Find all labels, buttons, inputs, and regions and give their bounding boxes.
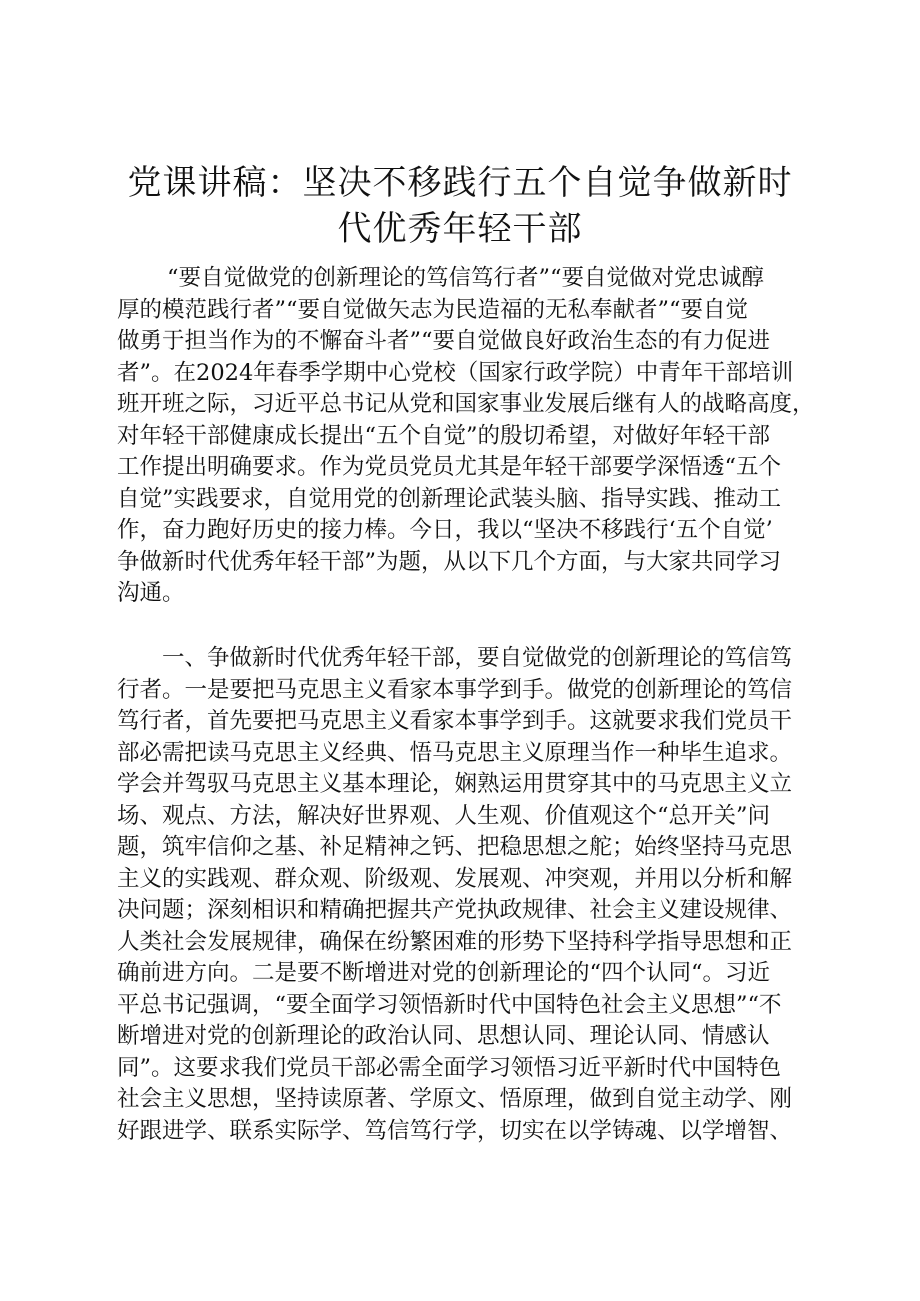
paragraph-line: 作，奋力跑好历史的接力棒。今日，我以“坚决不移践行‘五个自觉’ — [117, 517, 773, 543]
paragraph-line: 人类社会发展规律，确保在纷繁困难的形势下坚持科学指导思想和正 — [117, 928, 793, 955]
paragraph-line: 自觉”实践要求，自觉用党的创新理论武装头脑、指导实践、推动工 — [117, 485, 782, 512]
paragraph-line: 争做新时代优秀年轻干部”为题，从以下几个方面，与大家共同学习 — [117, 548, 782, 575]
paragraph-line: 确前进方向。二是要不断增进对党的创新理论的“四个认同“。习近 — [117, 960, 771, 986]
paragraph-line: 平总书记强调，“要全面学习领悟新时代中国特色社会主义思想”“不 — [117, 991, 782, 1018]
paragraph-line: 者”。在2024年春季学期中心党校（国家行政学院）中青年干部培训 — [117, 359, 794, 386]
paragraph-line: 主义的实践观、群众观、阶级观、发展观、冲突观，并用以分析和解 — [117, 865, 793, 892]
paragraph-section-one — [117, 643, 837, 1147]
paragraph-line: 场、观点、方法，解决好世界观、人生观、价值观这个“总开关”问 — [117, 802, 771, 829]
paragraph-line: 断增进对党的创新理论的政治认同、思想认同、理论认同、情感认 — [117, 1023, 770, 1049]
paragraph-line: 决问题；深刻相识和精确把握共产党执政规律、社会主义建设规律、 — [117, 897, 793, 923]
paragraph-line: 班开班之际，习近平总书记从党和国家事业发展后继有人的战略高度， — [117, 391, 815, 417]
paragraph-line: 行者。一是要把马克思主义看家本事学到手。做党的创新理论的笃信 — [117, 676, 793, 703]
paragraph-line: 工作提出明确要求。作为党员党员尤其是年轻干部要学深悟透“五个 — [117, 454, 782, 480]
paragraph-line: 对年轻干部健康成长提出“五个自觉”的殷切希望，对做好年轻干部 — [117, 422, 771, 449]
paragraph-intro — [117, 263, 837, 610]
paragraph-line: 学会并驾驭马克思主义基本理论，娴熟运用贯穿其中的马克思主义立 — [117, 771, 793, 797]
paragraph-line: 做勇于担当作为的不懈奋斗者”“要自觉做良好政治生态的有力促进 — [117, 328, 771, 354]
paragraph-line: 社会主义思想，坚持读原著、学原文、悟原理，做到自觉主动学、刚 — [117, 1086, 793, 1112]
section-heading-line: 一、争做新时代优秀年轻干部，要自觉做党的创新理论的笃信笃 — [162, 645, 793, 671]
document-title — [108, 160, 812, 252]
paragraph-line: 沟通。 — [117, 580, 185, 606]
paragraph-line: 好跟进学、联系实际学、笃信笃行学，切实在以学铸魂、以学增智、 — [117, 1117, 793, 1144]
title-line-2: 代优秀年轻干部 — [337, 209, 583, 249]
paragraph-line: 题，筑牢信仰之基、补足精神之钙、把稳思想之舵；始终坚持马克思 — [117, 834, 793, 860]
title-line-1: 党课讲稿：坚决不移践行五个自觉争做新时 — [127, 163, 793, 203]
paragraph-line: 笃行者，首先要把马克思主义看家本事学到手。这就要求我们党员干 — [117, 708, 793, 734]
paragraph-line: “要自觉做党的创新理论的笃信笃行者”“要自觉做对党忠诚醇 — [167, 265, 765, 291]
paragraph-line: 厚的模范践行者”“要自觉做矢志为民造福的无私奉献者”“要自觉 — [117, 296, 749, 323]
paragraph-line: 同”。这要求我们党员干部必需全面学习领悟习近平新时代中国特色 — [117, 1054, 782, 1081]
paragraph-line: 部必需把读马克思主义经典、悟马克思主义原理当作一种毕生追求。 — [117, 739, 793, 766]
